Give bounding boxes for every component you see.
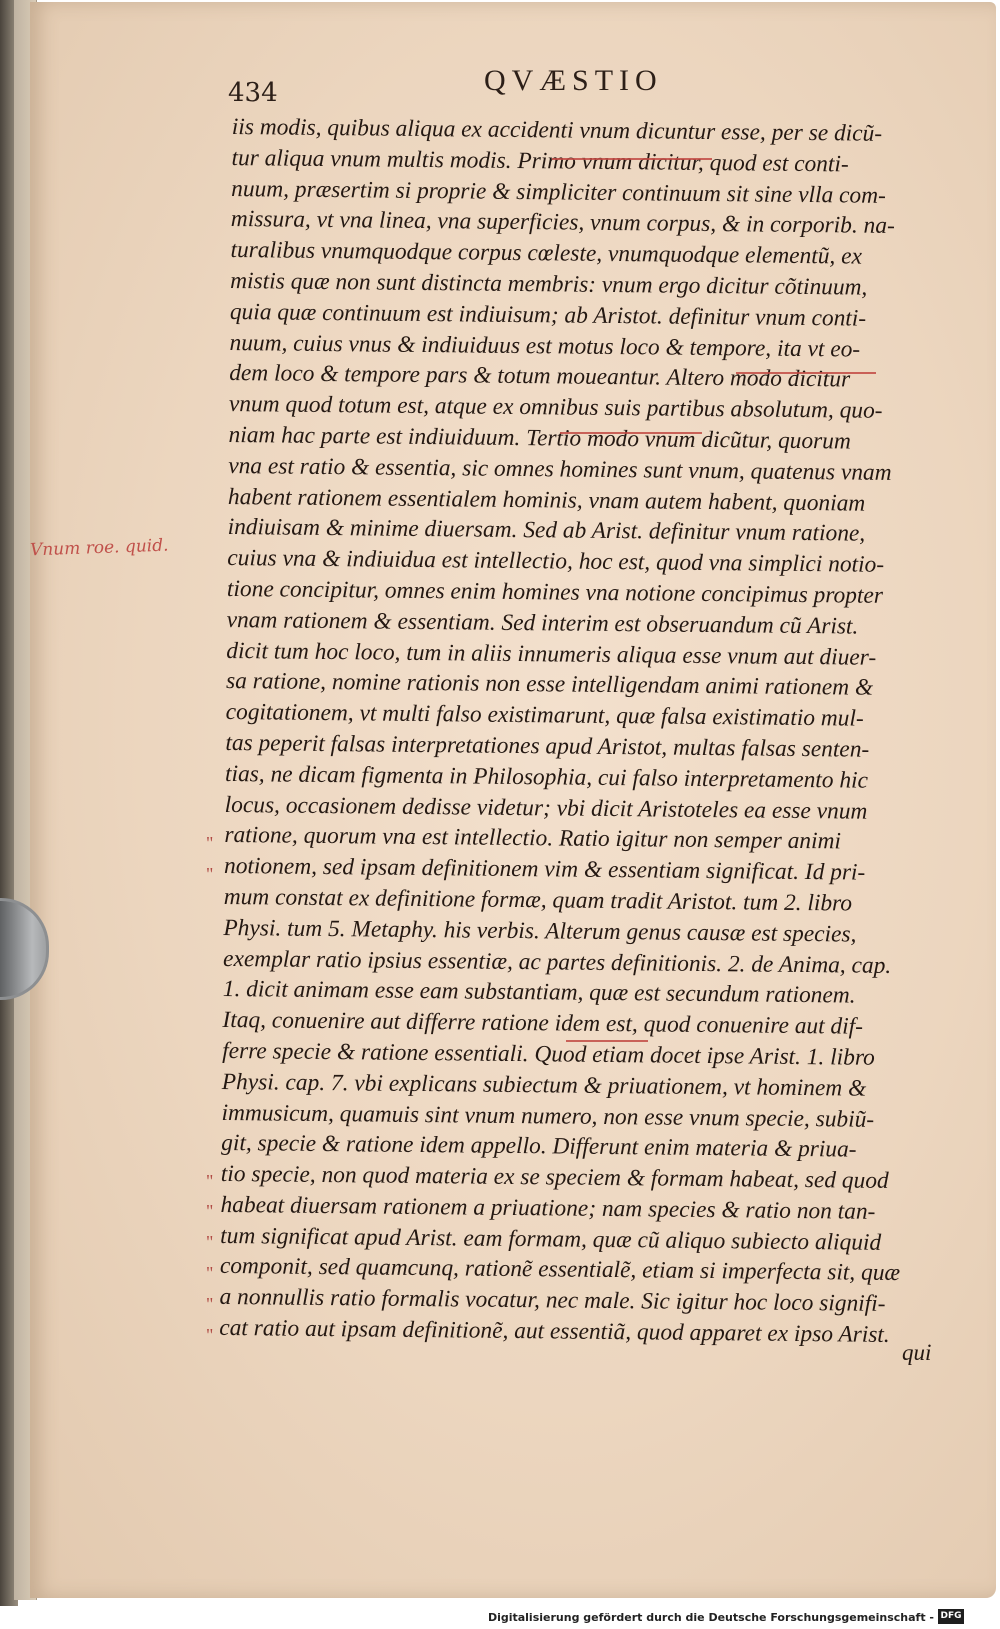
text-line: cuius vna & indiuidua est intellectio, hoc est, quod vna simplici notio-	[227, 545, 885, 579]
red-underline	[566, 1040, 648, 1042]
text-line: tur aliqua vnum multis modis. Primo vnum dicitur, quod est conti-	[231, 144, 849, 178]
text-line: tione concipitur, omnes enim homines vna notione concipimus propter	[226, 575, 884, 609]
text-line: tio specie, non quod materia ex se speciem & formam habeat, sed quod	[220, 1161, 889, 1195]
text-line: cat ratio aut ipsam definitionẽ, aut essentiã, quod apparet ex ipso Arist.	[219, 1315, 890, 1349]
text-line: tias, ne dicam figmenta in Philosophia, cui falso interpretamento hic	[224, 760, 869, 794]
text-line: indiuisam & minime diuersam. Sed ab Arist. definitur vnum ratione,	[227, 514, 866, 548]
text-line: 1. dicit animam esse eam substantiam, quæ est secundum rationem.	[222, 976, 856, 1009]
dfg-logo-icon: DFG	[938, 1609, 964, 1624]
red-underline	[552, 158, 712, 160]
quote-mark: "	[206, 1232, 214, 1253]
text-line: Physi. cap. 7. vbi explicans subiectum & priuationem, vt hominem &	[221, 1068, 867, 1102]
quote-mark: "	[206, 1170, 214, 1191]
text-line: nuum, præsertim si proprie & simpliciter continuum sit sine vlla com-	[231, 175, 886, 209]
text-line: Itaq, conuenire aut differre ratione idem est, quod conuenire aut dif-	[222, 1007, 864, 1040]
text-line: a nonnullis ratio formalis vocatur, nec male. Sic igitur hoc loco signifi-	[219, 1284, 886, 1318]
red-underline	[736, 372, 876, 374]
text-line: notionem, sed ipsam definitionem vim & essentiam significat. Id pri-	[223, 853, 866, 886]
text-line: cogitationem, vt multi falso existimarunt, quæ falsa existimatio mul-	[225, 699, 864, 732]
quote-mark: "	[206, 833, 214, 853]
text-line: ratione, quorum vna est intellectio. Ratio igitur non semper animi	[224, 822, 842, 855]
quote-mark: "	[206, 863, 214, 884]
text-line: ferre specie & ratione essentiali. Quod etiam docet ipse Arist. 1. libro	[222, 1037, 875, 1071]
red-underline	[560, 432, 702, 434]
text-line: vnum quod totum est, atque ex omnibus suis partibus absolutum, quo-	[228, 391, 883, 424]
text-line: turalibus vnumquodque corpus cœleste, vnumquodque elementũ, ex	[230, 237, 863, 270]
text-line: locus, occasionem dedisse videtur; vbi dicit Aristoteles ea esse vnum	[224, 791, 868, 825]
text-line: habent rationem essentialem hominis, vnam autem habent, quoniam	[227, 483, 866, 517]
text-line: dem loco & tempore pars & totum moueantur. Altero modo dicitur	[229, 360, 851, 393]
quote-mark: "	[206, 1293, 214, 1314]
text-line: iis modis, quibus aliqua ex accidenti vnum dicuntur esse, per se dicũ-	[231, 113, 883, 147]
text-line: dicit tum hoc loco, tum in aliis innumeris aliqua esse vnum aut diuer-	[226, 637, 877, 671]
text-line: nuum, cuius vnus & indiuiduus est motus loco & tempore, ita vt eo-	[229, 329, 861, 363]
page-number: 434	[228, 78, 278, 108]
text-line: quia quæ continuum est indiuisum; ab Aristot. definitur vnum conti-	[229, 298, 867, 332]
text-line: exemplar ratio ipsius essentiæ, ac partes definitionis. 2. de Anima, cap.	[222, 945, 892, 979]
text-line: git, specie & ratione idem appello. Differunt enim materia & priua-	[221, 1130, 857, 1163]
quote-mark: "	[206, 1262, 214, 1283]
text-line: immusicum, quamuis sint vnum numero, non esse vnum specie, subiũ-	[221, 1099, 875, 1133]
marginal-note: Vnum roe. quid.	[29, 535, 169, 561]
text-line: sa ratione, nomine rationis non esse intelligendam animi rationem &	[225, 668, 874, 702]
text-line: mistis quæ non sunt distincta membris: vnum ergo dicitur cõtinuum,	[230, 267, 868, 301]
quote-mark: "	[206, 1324, 214, 1345]
text-line: missura, vt vna linea, vna superficies, vnum corpus, & in corporib. na-	[230, 206, 895, 240]
quote-mark: "	[206, 1201, 214, 1222]
digitization-credit: Digitalisierung gefördert durch die Deutsche Forschungsgemeinschaft -	[487, 1611, 934, 1624]
catchword: qui	[902, 1340, 932, 1365]
text-line: Physi. tum 5. Metaphy. his verbis. Alterum genus causæ est species,	[223, 914, 857, 948]
text-line: mum constat ex definitione formæ, quam tradit Aristot. tum 2. libro	[223, 883, 853, 917]
text-line: habeat diuersam rationem a priuatione; nam species & ratio non tan-	[220, 1191, 876, 1225]
text-line: componit, sed quamcunq, rationẽ essentialẽ, etiam si imperfecta sit, quæ	[219, 1253, 901, 1287]
text-line: vna est ratio & essentia, sic omnes homines sunt vnum, quatenus vnam	[228, 452, 892, 486]
running-head: QVÆSTIO	[484, 64, 663, 97]
text-line: tas peperit falsas interpretationes apud Aristot, multas falsas senten-	[225, 729, 870, 763]
text-line: niam hac parte est indiuiduum. Tertio modo vnum dicũtur, quorum	[228, 421, 851, 455]
body-text	[219, 112, 932, 1351]
text-line: tum significat apud Arist. eam formam, quæ cũ aliquo subiecto aliquid	[220, 1222, 882, 1256]
text-line: vnam rationem & essentiam. Sed interim est obseruandum cũ Arist.	[226, 606, 859, 640]
